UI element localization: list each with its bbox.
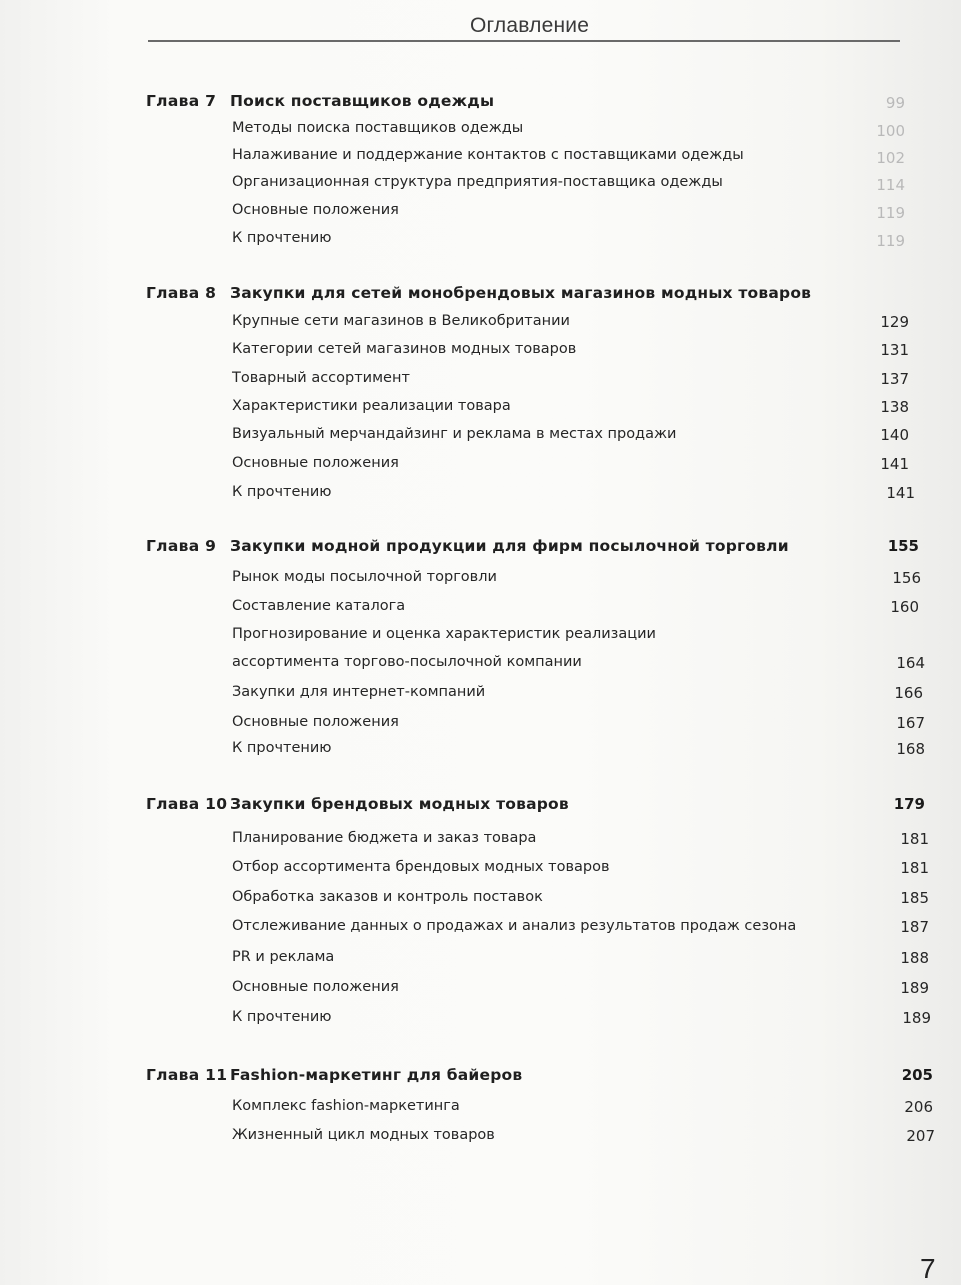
section-page-number: 164 [896, 654, 925, 672]
toc-entry [0, 626, 961, 650]
chapter-heading [0, 537, 961, 561]
section-page-number: 189 [902, 1009, 931, 1027]
section-page-number: 137 [880, 370, 909, 388]
toc-entry [0, 1098, 961, 1122]
section-page-number: 141 [880, 455, 909, 473]
section-page-number: 188 [900, 949, 929, 967]
section-page-number: 138 [880, 398, 909, 416]
toc-entry [0, 455, 961, 479]
section-title: Планирование бюджета и заказ товара [232, 830, 537, 846]
section-title: Отслеживание данных о продажах и анализ результатов продаж сезона [232, 918, 797, 934]
toc-entry [0, 426, 961, 450]
section-page-number: 166 [894, 684, 923, 702]
section-title: К прочтению [232, 1009, 332, 1025]
chapter-heading [0, 92, 961, 116]
chapter-label: Глава 11 [146, 1066, 228, 1084]
section-title: Характеристики реализации товара [232, 398, 511, 414]
section-title: Основные положения [232, 455, 399, 471]
section-title: PR и реклама [232, 949, 335, 965]
toc-entry [0, 889, 961, 913]
toc-entry [0, 230, 961, 254]
section-title: Организационная структура предприятия-поставщика одежды [232, 174, 723, 190]
chapter-label: Глава 10 [146, 795, 228, 813]
section-page-number: 185 [900, 889, 929, 907]
chapter-label: Глава 7 [146, 92, 217, 110]
toc-entry [0, 740, 961, 764]
section-title: ассортимента торгово-посылочной компании [232, 654, 582, 670]
section-title: Основные положения [232, 714, 399, 730]
section-title: Крупные сети магазинов в Великобритании [232, 313, 570, 329]
chapter-label: Глава 8 [146, 284, 217, 302]
toc-entry [0, 370, 961, 394]
chapter-title: Fashion-маркетинг для байеров [230, 1066, 523, 1084]
toc-entry [0, 484, 961, 508]
section-page-number: 119 [876, 204, 905, 222]
chapter-title: Поиск поставщиков одежды [230, 92, 495, 110]
toc-entry [0, 313, 961, 337]
section-page-number: 119 [876, 232, 905, 250]
chapter-title: Закупки для сетей монобрендовых магазинов модных товаров [230, 284, 812, 302]
section-page-number: 114 [876, 176, 905, 194]
section-title: Комплекс fashion-маркетинга [232, 1098, 460, 1114]
toc-entry [0, 120, 961, 144]
toc-entry [0, 714, 961, 738]
section-title: Категории сетей магазинов модных товаров [232, 341, 577, 357]
section-title: Визуальный мерчандайзинг и реклама в местах продажи [232, 426, 677, 442]
section-title: Основные положения [232, 202, 399, 218]
chapter-page-number: 205 [901, 1066, 933, 1084]
section-page-number: 141 [886, 484, 915, 502]
section-title: Товарный ассортимент [232, 370, 410, 386]
section-page-number: 187 [900, 918, 929, 936]
toc-entry [0, 569, 961, 593]
section-title: Обработка заказов и контроль поставок [232, 889, 543, 905]
toc-entry [0, 174, 961, 198]
chapter-heading [0, 1066, 961, 1090]
section-title: Методы поиска поставщиков одежды [232, 120, 524, 136]
toc-entry [0, 1127, 961, 1151]
section-page-number: 131 [880, 341, 909, 359]
section-page-number: 206 [904, 1098, 933, 1116]
section-title: К прочтению [232, 484, 332, 500]
section-title: Закупки для интернет-компаний [232, 684, 486, 700]
chapter-label: Глава 9 [146, 537, 217, 555]
section-page-number: 140 [880, 426, 909, 444]
section-title: Жизненный цикл модных товаров [232, 1127, 495, 1143]
chapter-heading [0, 284, 961, 308]
section-page-number: 129 [880, 313, 909, 331]
toc-entry [0, 859, 961, 883]
section-page-number: 181 [900, 859, 929, 877]
chapter-page-number: 179 [893, 795, 925, 813]
page-number: 7 [920, 1253, 936, 1284]
chapter-title: Закупки брендовых модных товаров [230, 795, 569, 813]
chapter-page-number: 155 [887, 537, 919, 555]
section-title: Основные положения [232, 979, 399, 995]
toc-entry [0, 979, 961, 1003]
toc-entry [0, 598, 961, 622]
section-title: Рынок моды посылочной торговли [232, 569, 497, 585]
chapter-heading [0, 795, 961, 819]
section-title: Отбор ассортимента брендовых модных товаров [232, 859, 610, 875]
section-page-number: 102 [876, 149, 905, 167]
section-page-number: 168 [896, 740, 925, 758]
section-page-number: 189 [900, 979, 929, 997]
toc-entry [0, 949, 961, 973]
section-page-number: 181 [900, 830, 929, 848]
section-title: К прочтению [232, 740, 332, 756]
toc-entry [0, 398, 961, 422]
toc-entry [0, 147, 961, 171]
toc-entry [0, 341, 961, 365]
toc-entry [0, 202, 961, 226]
section-page-number: 99 [885, 94, 905, 112]
toc-entry [0, 830, 961, 854]
section-page-number: 167 [896, 714, 925, 732]
section-page-number: 100 [876, 122, 905, 140]
section-page-number: 160 [890, 598, 919, 616]
section-title: К прочтению [232, 230, 332, 246]
toc-entry [0, 1009, 961, 1033]
section-title: Прогнозирование и оценка характеристик реализации [232, 626, 656, 642]
toc-entry [0, 684, 961, 708]
section-page-number: 156 [892, 569, 921, 587]
chapter-title: Закупки модной продукции для фирм посылочной торговли [230, 537, 789, 555]
section-title: Налаживание и поддержание контактов с поставщиками одежды [232, 147, 744, 163]
toc-entry [0, 654, 961, 678]
section-page-number: 207 [906, 1127, 935, 1145]
section-title: Составление каталога [232, 598, 406, 614]
toc-entry [0, 918, 961, 942]
page-title: Оглавление [470, 14, 590, 37]
